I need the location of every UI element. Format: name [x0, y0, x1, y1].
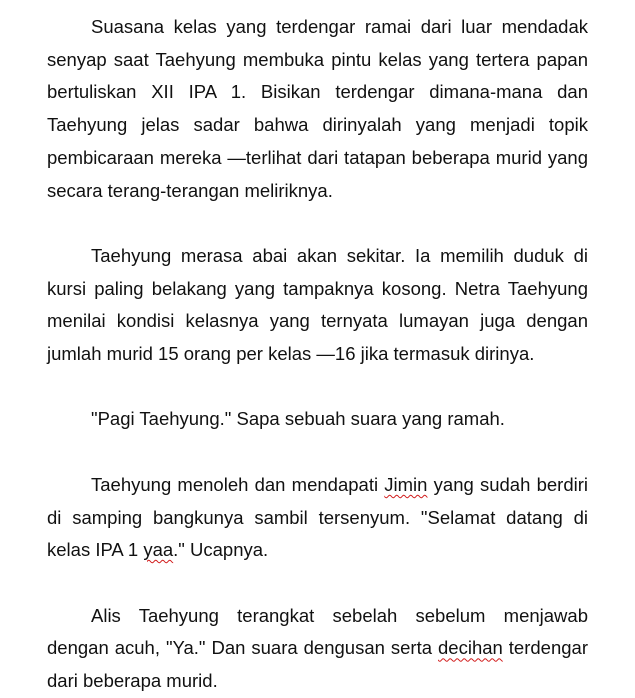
- paragraph-text: Alis Taehyung terangkat sebelah sebelum menjawab dengan acuh, "Ya." Dan suara dengusan serta: [47, 604, 588, 659]
- spellcheck-word[interactable]: Jimin: [384, 473, 428, 495]
- paragraph-text: Taehyung menoleh dan mendapati: [91, 473, 385, 495]
- paragraph-1: [47, 11, 588, 207]
- paragraph-4: [47, 469, 588, 567]
- paragraph-text: Taehyung merasa abai akan sekitar. Ia memilih duduk di kursi paling belakang yang tampaknya kosong. Netra Taehyung menilai kondisi kelasnya yang ternyata lumayan juga dengan jumlah murid 15 orang per kelas —16 jika termasuk dirinya.: [47, 244, 588, 365]
- paragraph-3: [47, 403, 588, 436]
- paragraph-text: terdengar dari beberapa murid.: [47, 637, 588, 691]
- paragraph-5: [47, 600, 588, 698]
- paragraph-text: ." Ucapnya.: [173, 539, 269, 561]
- spellcheck-word[interactable]: yaa: [143, 539, 174, 561]
- paragraph-text: "Pagi Taehyung." Sapa sebuah suara yang ramah.: [91, 408, 505, 430]
- document-page: [47, 11, 588, 698]
- spellcheck-word[interactable]: decihan: [438, 637, 503, 659]
- paragraph-2: [47, 240, 588, 371]
- paragraph-text: Suasana kelas yang terdengar ramai dari luar mendadak senyap saat Taehyung membuka pintu kelas yang tertera papan bertuliskan XII IPA 1. Bisikan terdengar dimana-mana dan Taehyung jelas sadar bahwa dirinyalah yang menjadi topik pembicaraan mereka —terlihat dari tatapan beberapa murid yang secara terang-terangan meliriknya.: [47, 16, 588, 201]
- paragraph-text: yang sudah berdiri di samping bangkunya sambil tersenyum. "Selamat datang di kelas IPA 1: [47, 473, 588, 561]
